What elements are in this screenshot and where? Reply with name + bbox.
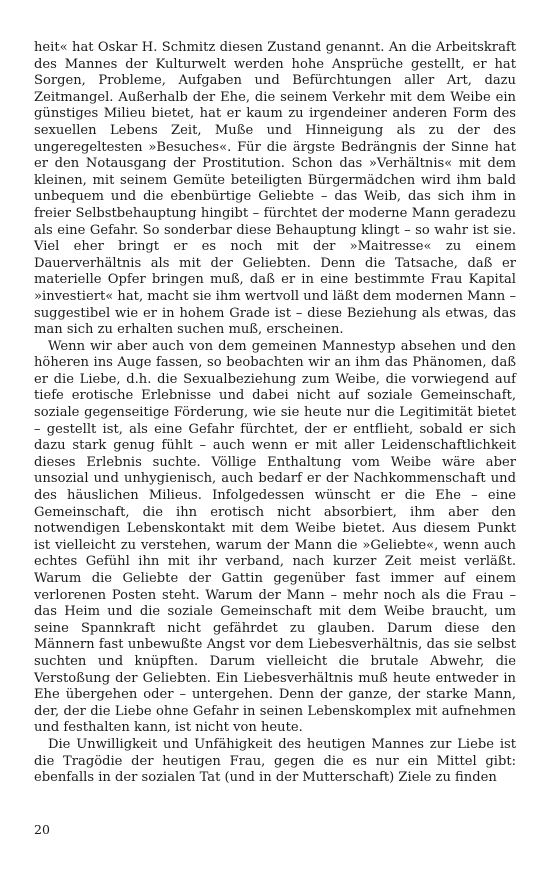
page-number: 20 [34, 822, 50, 837]
paragraph-2: Wenn wir aber auch von dem gemeinen Mannestyp absehen und den höheren ins Auge fassen, so beobachten wir an ihm das Phänomen, daß er die Liebe, d.h. die Sexualbeziehung zum Weibe, die vorwiegend auf tiefe erotische Erlebnisse und dabei nicht auf soziale Gemeinschaft, soziale gegenseitige Förderung, wie sie heute nur die Legitimität bietet – gestellt ist, als eine Gefahr fürchtet, der er entflieht, sobald er sich dazu stark genug fühlt – auch wenn er mit aller Leidenschaftlichkeit dieses Erlebnis suchte. Völlige Enthaltung vom Weibe wäre aber unsozial und unhygienisch, auch bedarf er der Nachkommenschaft und des häuslichen Milieus. Infolgedessen wünscht er die Ehe – eine Gemeinschaft, die ihn erotisch nicht absorbiert, ihm aber den notwendigen Lebenskontakt mit dem Weibe bietet. Aus diesem Punkt ist vielleicht zu verstehen, warum der Mann die »Geliebte«, wenn auch echtes Gefühl ihn mit ihr verband, nach kurzer Zeit meist verläßt. Warum die Geliebte der Gattin gegenüber fast immer auf einem verlorenen Posten steht. Warum der Mann – mehr noch als die Frau – das Heim und die soziale Gemeinschaft mit dem Weibe braucht, um seine Spannkraft nicht gefährdet zu glauben. Darum diese den Männern fast unbewußte Angst vor dem Liebesverhältnis, das sie selbst suchten und knüpften. Darum vielleicht die brutale Abwehr, die Verstoßung der Geliebten. Ein Liebesverhältnis muß heute entweder in Ehe übergehen oder – untergehen. Denn der ganze, der starke Mann, der, der die Liebe ohne Gefahr in seinen Lebenskomplex mit aufnehmen und festhalten kann, ist nicht von heute. [34, 338, 516, 736]
body-text [34, 40, 516, 787]
paragraph-3: Die Unwilligkeit und Unfähigkeit des heutigen Mannes zur Liebe ist die Tragödie der heutigen Frau, gegen die es nur ein Mittel gibt: ebenfalls in der sozialen Tat (und in der Mutterschaft) Ziele zu finden [34, 736, 516, 786]
paragraph-1: heit« hat Oskar H. Schmitz diesen Zustand genannt. An die Arbeitskraft des Mannes der Kulturwelt werden hohe Ansprüche gestellt, er hat Sorgen, Probleme, Aufgaben und Befürchtungen aller Art, dazu Zeitmangel. Außerhalb der Ehe, die seinem Verkehr mit dem Weibe ein günstiges Milieu bietet, hat er kaum zu irgendeiner anderen Form des sexuellen Lebens Zeit, Muße und Hinneigung als zu der des ungeregeltesten »Besuches«. Für die ärgste Bedrängnis der Sinne hat er den Notausgang der Prostitution. Schon das »Verhältnis« mit dem kleinen, mit seinem Gemüte beteiligten Bürgermädchen wird ihm bald unbequem und die ebenbürtige Geliebte – das Weib, das sich ihm in freier Selbstbehauptung hingibt – fürchtet der moderne Mann geradezu als eine Gefahr. So sonderbar diese Behauptung klingt – so wahr ist sie. Viel eher bringt er es noch mit der »Maitresse« zu einem Dauerverhältnis als mit der Geliebten. Denn die Tatsache, daß er materielle Opfer bringen muß, daß er in eine bestimmte Frau Kapital »investiert« hat, macht sie ihm wertvoll und läßt dem modernen Mann – suggestibel wie er in hohem Grade ist – diese Beziehung als etwas, das man sich zu erhalten suchen muß, erscheinen. [34, 40, 516, 338]
